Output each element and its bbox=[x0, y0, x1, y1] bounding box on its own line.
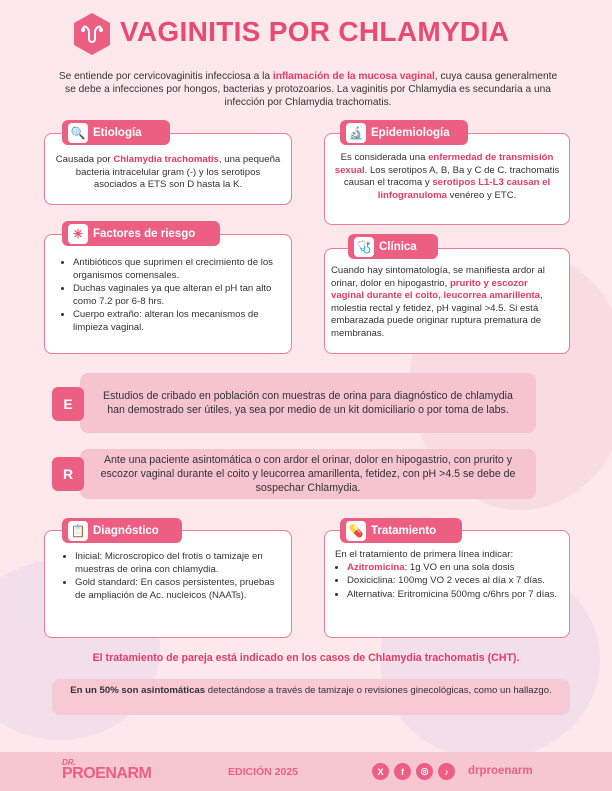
list-item bbox=[347, 562, 561, 575]
epidemiologia-tag-label: Epidemiología bbox=[371, 126, 450, 139]
pair-treatment-note: El tratamiento de pareja está indicado en los casos de Chlamydia trachomatis (CHT). bbox=[92, 652, 520, 664]
diagnostico-card bbox=[44, 530, 292, 638]
recommendation-text: Ante una paciente asintomática o con ardor el orinar, dolor en hipogastrio, con prurito y escozor vaginal durante el coito y leucorrea amarillenta, fetidez, con pH >4.5 se debe de sospechar Chlamydia. bbox=[100, 454, 516, 494]
epi-text-2: . Los serotipos A, B, Ba y C de C. trachomatis causan el tracoma y bbox=[343, 164, 560, 189]
facebook-icon[interactable]: f bbox=[394, 763, 411, 780]
etiologia-text: Causada por bbox=[55, 154, 114, 165]
clinica-highlight: prurito y escozor vaginal durante el coito, leucorrea amarillenta bbox=[331, 277, 541, 302]
evidence-text: Estudios de cribado en población con muestras de orina para diagnóstico de chlamydia han demostrado ser útiles, ya sea por medio de un kit domiciliario o por toma de labs. bbox=[103, 390, 513, 416]
x-icon[interactable]: X bbox=[372, 763, 389, 780]
tratamiento-tag bbox=[340, 518, 462, 543]
clinica-card bbox=[324, 248, 570, 354]
alert-icon: ✳ bbox=[68, 224, 88, 244]
list-item: • Cuerpo extraño: alteran los mecanismos de limpieza vaginal. bbox=[73, 309, 283, 334]
etiologia-tag-label: Etiología bbox=[93, 126, 142, 139]
intro-highlight: inflamación de la mucosa vaginal bbox=[272, 71, 435, 82]
tratamiento-highlight: Azitromicina bbox=[347, 561, 405, 573]
list-item: • Inicial: Microscropico del frotis o tamizaje en muestras de orina con chlamydia. bbox=[75, 551, 283, 576]
asymptomatic-note bbox=[52, 679, 570, 715]
doctor-icon: 🩺 bbox=[354, 237, 374, 257]
social-handle[interactable]: drproenarm bbox=[468, 765, 533, 777]
brand-top: DR. bbox=[62, 758, 76, 767]
page-title: VAGINITIS POR CHLAMYDIA bbox=[120, 16, 510, 47]
clinica-text-end: , molestia rectal y fetidez, pH vaginal >4.5. Si está embarazada puede originar ruptura prematura de membranas. bbox=[331, 290, 543, 339]
diagnostico-list bbox=[63, 551, 283, 602]
etiologia-text-end: , una pequeña bacteria intracelular gram (-) y los serotipos asociados a ETS son D hasta la K. bbox=[75, 154, 281, 191]
tratamiento-tag-label: Tratamiento bbox=[371, 524, 437, 537]
epidemiologia-card bbox=[324, 133, 570, 225]
etiologia-highlight: Chlamydia trachomatis bbox=[113, 154, 219, 165]
recommendation-letter: R bbox=[52, 457, 84, 491]
evidence-letter: E bbox=[52, 387, 84, 421]
recommendation-box bbox=[80, 449, 536, 499]
brand-name: PROENARM bbox=[62, 765, 152, 782]
clinica-text: Cuando hay sintomatología, se manifiesta ardor al orinar, dolor en hipogastrio, bbox=[331, 265, 545, 289]
social-links bbox=[372, 763, 455, 780]
tratamiento-item1: : 1g VO en una sola dosis bbox=[404, 561, 515, 573]
asymp-text: detectándose a través de tamizaje o revisiones ginecológicas, como un hallazgo. bbox=[205, 685, 552, 696]
intro-text-end: , cuya causa generalmente se debe a infecciones por hongos, bacterias y protozoarios. La vaginitis por Chlamydia es secundaria a una infección por Chlamydia trachomatis. bbox=[65, 71, 558, 108]
epi-highlight-2: serotipos L1-L3 causan el linfogranuloma bbox=[377, 177, 551, 201]
evidence-box bbox=[80, 373, 536, 433]
instagram-icon[interactable]: ◎ bbox=[416, 763, 433, 780]
factores-tag bbox=[62, 221, 220, 246]
intro-paragraph bbox=[58, 70, 558, 109]
uterus-logo-icon bbox=[72, 12, 112, 56]
edition-label: EDICIÓN 2025 bbox=[228, 766, 299, 778]
tiktok-icon[interactable]: ♪ bbox=[438, 763, 455, 780]
diagnostico-tag bbox=[62, 518, 182, 543]
tratamiento-list bbox=[335, 562, 561, 602]
list-item: • Duchas vaginales ya que alteran el pH tan alto como 7.2 por 6-8 hrs. bbox=[73, 283, 283, 308]
intro-text: Se entiende por cervicovaginitis infecciosa a la bbox=[58, 71, 273, 82]
list-item: • Gold standard: En casos persistentes, pruebas de ampliación de Ac. nucleicos (NAATs). bbox=[75, 577, 283, 602]
list-item: • Antibióticos que suprimen el crecimiento de los organismos comensales. bbox=[73, 257, 283, 282]
microscope-icon: 🔬 bbox=[346, 123, 366, 143]
clinica-tag bbox=[348, 234, 438, 259]
factores-list bbox=[61, 257, 283, 335]
clipboard-icon: 📋 bbox=[68, 521, 88, 541]
diagnostico-tag-label: Diagnóstico bbox=[93, 524, 159, 537]
factores-card bbox=[44, 234, 292, 354]
tratamiento-intro: En el tratamiento de primera línea indicar: bbox=[335, 549, 514, 560]
clinica-tag-label: Clínica bbox=[379, 240, 417, 253]
asymp-bold: En un 50% son asintomáticas bbox=[70, 685, 206, 696]
brand-logo bbox=[62, 757, 152, 782]
pill-icon: 💊 bbox=[346, 521, 366, 541]
epi-text: Es considerada una bbox=[340, 152, 429, 163]
list-item: • Doxiciclina: 100mg VO 2 veces al día x 7 días. bbox=[347, 575, 561, 588]
epi-highlight-1: enfermedad de transmisión sexual bbox=[334, 152, 554, 176]
factores-tag-label: Factores de riesgo bbox=[93, 227, 196, 240]
epi-text-3: venéreo y ETC. bbox=[446, 189, 517, 201]
epidemiologia-tag bbox=[340, 120, 468, 145]
list-item: • Alternativa: Eritromicina 500mg c/6hrs por 7 días. bbox=[347, 589, 561, 602]
etiologia-tag bbox=[62, 120, 170, 145]
tratamiento-card bbox=[324, 530, 570, 638]
magnifier-icon: 🔍 bbox=[68, 123, 88, 143]
